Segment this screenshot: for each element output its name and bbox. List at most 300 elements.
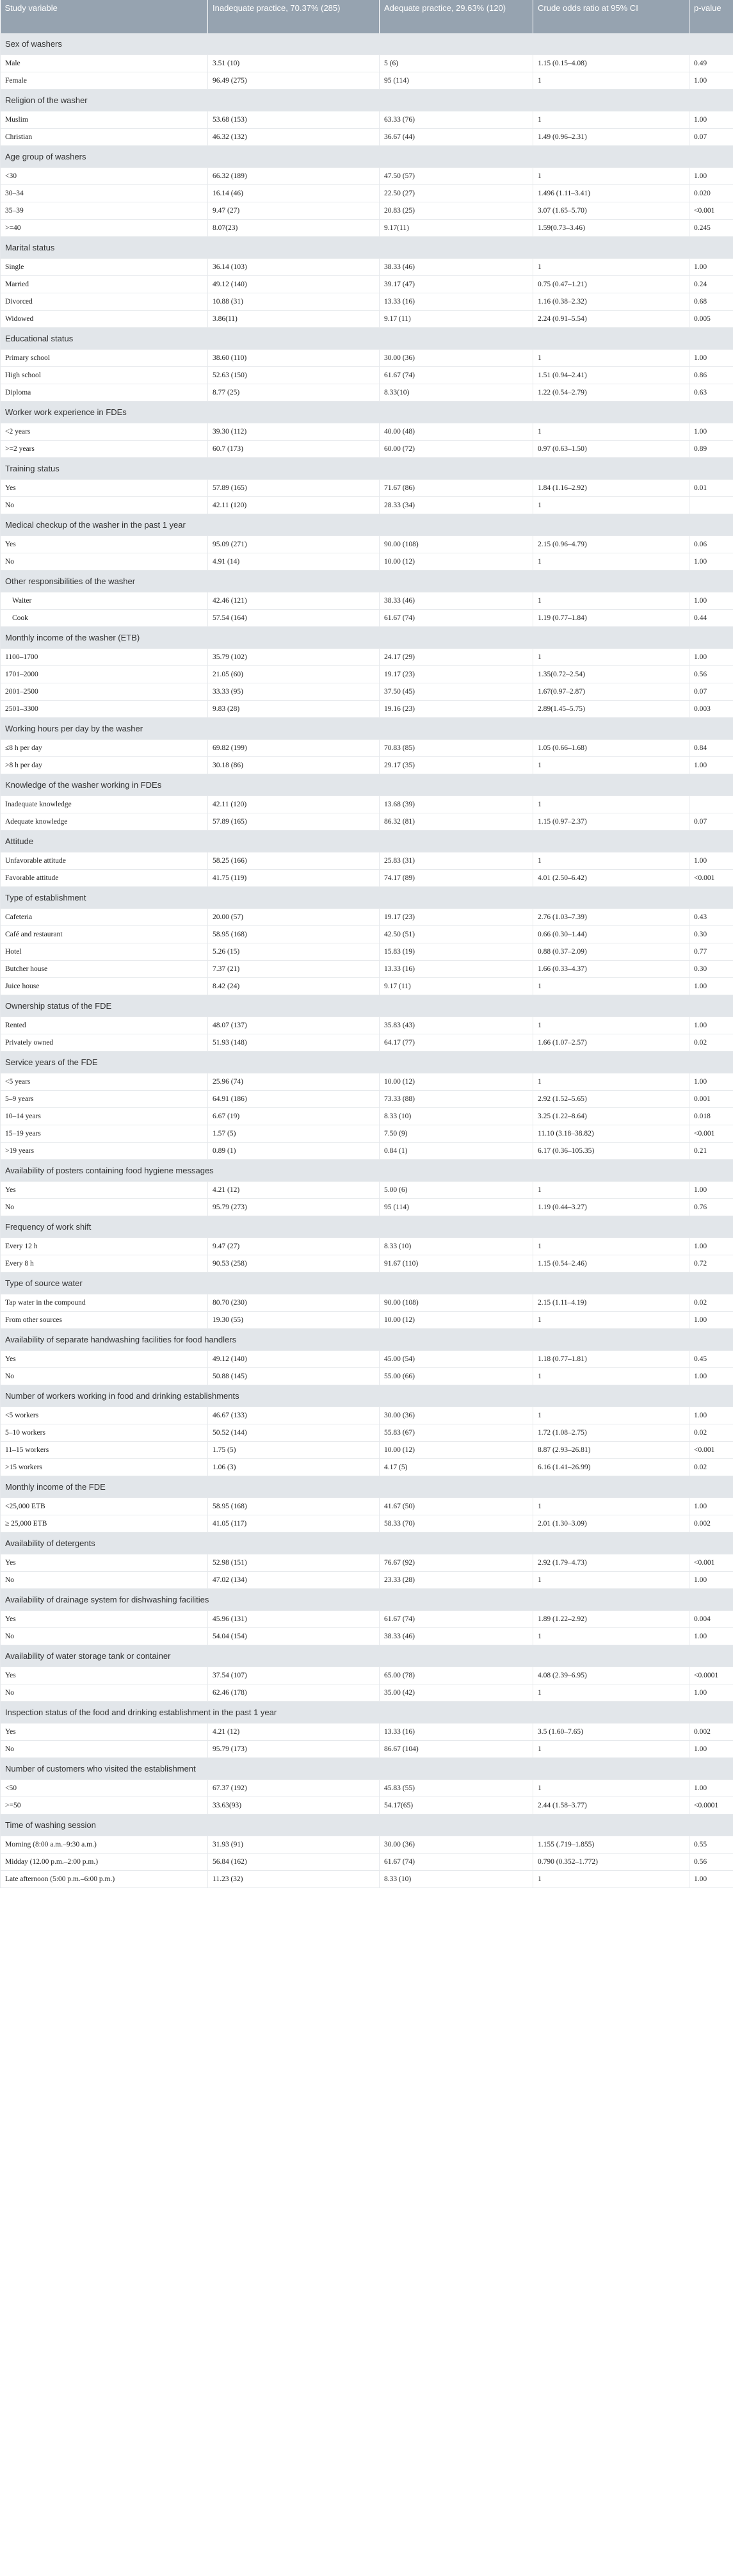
p-value-cell: 1.00 bbox=[689, 1312, 733, 1329]
inadequate-practice-cell: 66.32 (189) bbox=[208, 168, 380, 185]
study-variable-cell: Divorced bbox=[1, 293, 208, 311]
group-header-row bbox=[1, 1476, 733, 1498]
odds-ratio-cell: 1 bbox=[533, 350, 689, 367]
inadequate-practice-cell: 11.23 (32) bbox=[208, 1871, 380, 1888]
adequate-practice-cell: 37.50 (45) bbox=[380, 683, 533, 701]
study-variable-cell: 30–34 bbox=[1, 185, 208, 202]
odds-ratio-cell: 0.97 (0.63–1.50) bbox=[533, 441, 689, 458]
adequate-practice-cell: 9.17 (11) bbox=[380, 311, 533, 328]
table-row bbox=[1, 293, 733, 311]
odds-ratio-cell: 1 bbox=[533, 72, 689, 90]
odds-ratio-cell: 1 bbox=[533, 259, 689, 276]
table-row bbox=[1, 55, 733, 72]
study-variable-cell: Single bbox=[1, 259, 208, 276]
p-value-cell: 1.00 bbox=[689, 978, 733, 995]
p-value-cell: 1.00 bbox=[689, 1871, 733, 1888]
group-header-row bbox=[1, 33, 733, 55]
table-row bbox=[1, 1073, 733, 1091]
inadequate-practice-cell: 0.89 (1) bbox=[208, 1143, 380, 1160]
adequate-practice-cell: 5 (6) bbox=[380, 55, 533, 72]
odds-ratio-cell: 2.24 (0.91–5.54) bbox=[533, 311, 689, 328]
study-variable-cell: >=50 bbox=[1, 1797, 208, 1814]
group-header-row bbox=[1, 402, 733, 423]
study-variable-cell: Juice house bbox=[1, 978, 208, 995]
inadequate-practice-cell: 42.11 (120) bbox=[208, 796, 380, 813]
odds-ratio-cell: 2.44 (1.58–3.77) bbox=[533, 1797, 689, 1814]
adequate-practice-cell: 41.67 (50) bbox=[380, 1498, 533, 1515]
study-variable-cell: 2001–2500 bbox=[1, 683, 208, 701]
table-row bbox=[1, 1515, 733, 1533]
study-variable-cell: 15–19 years bbox=[1, 1125, 208, 1143]
adequate-practice-cell: 19.16 (23) bbox=[380, 701, 533, 718]
inadequate-practice-cell: 7.37 (21) bbox=[208, 961, 380, 978]
inadequate-practice-cell: 50.52 (144) bbox=[208, 1424, 380, 1442]
group-header-row bbox=[1, 831, 733, 852]
table-row bbox=[1, 1854, 733, 1871]
inadequate-practice-cell: 60.7 (173) bbox=[208, 441, 380, 458]
group-title: Medical checkup of the washer in the past 1 year bbox=[1, 514, 733, 536]
inadequate-practice-cell: 54.04 (154) bbox=[208, 1628, 380, 1645]
study-variable-cell: <30 bbox=[1, 168, 208, 185]
group-header-row bbox=[1, 458, 733, 480]
odds-ratio-cell: 2.92 (1.52–5.65) bbox=[533, 1091, 689, 1108]
odds-ratio-cell: 1 bbox=[533, 168, 689, 185]
p-value-cell: 0.43 bbox=[689, 909, 733, 926]
adequate-practice-cell: 30.00 (36) bbox=[380, 1836, 533, 1854]
odds-ratio-cell: 1 bbox=[533, 649, 689, 666]
table-row bbox=[1, 757, 733, 774]
adequate-practice-cell: 95 (114) bbox=[380, 1199, 533, 1216]
odds-ratio-cell: 1.22 (0.54–2.79) bbox=[533, 384, 689, 402]
odds-ratio-cell: 1.35(0.72–2.54) bbox=[533, 666, 689, 683]
p-value-cell: 1.00 bbox=[689, 1780, 733, 1797]
table-row bbox=[1, 423, 733, 441]
table-row bbox=[1, 441, 733, 458]
group-header-row bbox=[1, 514, 733, 536]
adequate-practice-cell: 23.33 (28) bbox=[380, 1572, 533, 1589]
inadequate-practice-cell: 38.60 (110) bbox=[208, 350, 380, 367]
inadequate-practice-cell: 8.07(23) bbox=[208, 220, 380, 237]
inadequate-practice-cell: 35.79 (102) bbox=[208, 649, 380, 666]
odds-ratio-cell: 2.92 (1.79–4.73) bbox=[533, 1554, 689, 1572]
odds-ratio-cell: 1 bbox=[533, 1780, 689, 1797]
study-variable-cell: Yes bbox=[1, 1554, 208, 1572]
p-value-cell: 1.00 bbox=[689, 72, 733, 90]
study-variable-cell: Yes bbox=[1, 1611, 208, 1628]
inadequate-practice-cell: 95.79 (173) bbox=[208, 1741, 380, 1758]
inadequate-practice-cell: 30.18 (86) bbox=[208, 757, 380, 774]
p-value-cell: 0.45 bbox=[689, 1351, 733, 1368]
odds-ratio-cell: 4.08 (2.39–6.95) bbox=[533, 1667, 689, 1684]
adequate-practice-cell: 42.50 (51) bbox=[380, 926, 533, 943]
p-value-cell: 0.24 bbox=[689, 276, 733, 293]
inadequate-practice-cell: 58.95 (168) bbox=[208, 926, 380, 943]
odds-ratio-cell: 1 bbox=[533, 423, 689, 441]
study-variable-cell: Yes bbox=[1, 1351, 208, 1368]
group-header-row bbox=[1, 146, 733, 168]
table-row bbox=[1, 1238, 733, 1255]
study-variable-cell: Male bbox=[1, 55, 208, 72]
header-adequate-practice: Adequate practice, 29.63% (120) bbox=[380, 0, 533, 33]
study-variable-cell: 10–14 years bbox=[1, 1108, 208, 1125]
odds-ratio-cell: 1.05 (0.66–1.68) bbox=[533, 740, 689, 757]
p-value-cell: 0.30 bbox=[689, 926, 733, 943]
table-row bbox=[1, 1741, 733, 1758]
p-value-cell: 1.00 bbox=[689, 1182, 733, 1199]
p-value-cell: 0.245 bbox=[689, 220, 733, 237]
odds-ratio-cell: 11.10 (3.18–38.82) bbox=[533, 1125, 689, 1143]
group-title: Number of customers who visited the establishment bbox=[1, 1758, 733, 1780]
study-variable-cell: Christian bbox=[1, 129, 208, 146]
odds-ratio-cell: 1.19 (0.44–3.27) bbox=[533, 1199, 689, 1216]
study-variable-cell: 1100–1700 bbox=[1, 649, 208, 666]
odds-ratio-cell: 1 bbox=[533, 1572, 689, 1589]
adequate-practice-cell: 35.83 (43) bbox=[380, 1017, 533, 1034]
study-variable-cell: High school bbox=[1, 367, 208, 384]
table-row bbox=[1, 926, 733, 943]
odds-ratio-cell: 6.17 (0.36–105.35) bbox=[533, 1143, 689, 1160]
table-row bbox=[1, 909, 733, 926]
table-row bbox=[1, 384, 733, 402]
inadequate-practice-cell: 3.86(11) bbox=[208, 311, 380, 328]
inadequate-practice-cell: 64.91 (186) bbox=[208, 1091, 380, 1108]
odds-ratio-cell: 1 bbox=[533, 1312, 689, 1329]
study-variable-cell: <5 workers bbox=[1, 1407, 208, 1424]
inadequate-practice-cell: 62.46 (178) bbox=[208, 1684, 380, 1702]
table-row bbox=[1, 311, 733, 328]
p-value-cell: 0.02 bbox=[689, 1034, 733, 1052]
table-row bbox=[1, 1724, 733, 1741]
group-title: Service years of the FDE bbox=[1, 1052, 733, 1073]
odds-ratio-cell: 2.89(1.45–5.75) bbox=[533, 701, 689, 718]
p-value-cell: 1.00 bbox=[689, 1368, 733, 1385]
table-row bbox=[1, 72, 733, 90]
table-row bbox=[1, 592, 733, 610]
group-header-row bbox=[1, 1329, 733, 1351]
odds-ratio-cell: 3.07 (1.65–5.70) bbox=[533, 202, 689, 220]
odds-ratio-cell: 1.49 (0.96–2.31) bbox=[533, 129, 689, 146]
table-row bbox=[1, 276, 733, 293]
table-row bbox=[1, 1667, 733, 1684]
p-value-cell: 0.003 bbox=[689, 701, 733, 718]
table-row bbox=[1, 1442, 733, 1459]
odds-ratio-cell: 1 bbox=[533, 111, 689, 129]
adequate-practice-cell: 65.00 (78) bbox=[380, 1667, 533, 1684]
group-title: Type of source water bbox=[1, 1273, 733, 1294]
inadequate-practice-cell: 8.42 (24) bbox=[208, 978, 380, 995]
study-variable-cell: Yes bbox=[1, 536, 208, 553]
group-header-row bbox=[1, 237, 733, 259]
group-title: Availability of detergents bbox=[1, 1533, 733, 1554]
group-title: Working hours per day by the washer bbox=[1, 718, 733, 740]
p-value-cell: 0.005 bbox=[689, 311, 733, 328]
odds-ratio-cell: 1.16 (0.38–2.32) bbox=[533, 293, 689, 311]
adequate-practice-cell: 29.17 (35) bbox=[380, 757, 533, 774]
table-row bbox=[1, 1182, 733, 1199]
group-title: Availability of separate handwashing facilities for food handlers bbox=[1, 1329, 733, 1351]
adequate-practice-cell: 47.50 (57) bbox=[380, 168, 533, 185]
p-value-cell: 0.002 bbox=[689, 1515, 733, 1533]
p-value-cell: 1.00 bbox=[689, 259, 733, 276]
odds-ratio-cell: 1.59(0.73–3.46) bbox=[533, 220, 689, 237]
study-variable-cell: >19 years bbox=[1, 1143, 208, 1160]
inadequate-practice-cell: 41.05 (117) bbox=[208, 1515, 380, 1533]
study-variable-cell: Female bbox=[1, 72, 208, 90]
inadequate-practice-cell: 53.68 (153) bbox=[208, 111, 380, 129]
group-title: Worker work experience in FDEs bbox=[1, 402, 733, 423]
adequate-practice-cell: 45.83 (55) bbox=[380, 1780, 533, 1797]
inadequate-practice-cell: 57.89 (165) bbox=[208, 480, 380, 497]
header-inadequate-practice: Inadequate practice, 70.37% (285) bbox=[208, 0, 380, 33]
inadequate-practice-cell: 37.54 (107) bbox=[208, 1667, 380, 1684]
odds-ratio-cell: 2.01 (1.30–3.09) bbox=[533, 1515, 689, 1533]
group-title: Ownership status of the FDE bbox=[1, 995, 733, 1017]
study-variable-cell: Muslim bbox=[1, 111, 208, 129]
odds-ratio-cell: 1.67(0.97–2.87) bbox=[533, 683, 689, 701]
table-row bbox=[1, 1017, 733, 1034]
table-header-row bbox=[1, 0, 733, 33]
inadequate-practice-cell: 3.51 (10) bbox=[208, 55, 380, 72]
adequate-practice-cell: 60.00 (72) bbox=[380, 441, 533, 458]
table-row bbox=[1, 536, 733, 553]
p-value-cell: 1.00 bbox=[689, 1073, 733, 1091]
study-variable-cell: No bbox=[1, 1741, 208, 1758]
p-value-cell: 0.02 bbox=[689, 1424, 733, 1442]
adequate-practice-cell: 28.33 (34) bbox=[380, 497, 533, 514]
inadequate-practice-cell: 52.98 (151) bbox=[208, 1554, 380, 1572]
study-variable-cell: Cafeteria bbox=[1, 909, 208, 926]
p-value-cell: 0.72 bbox=[689, 1255, 733, 1273]
inadequate-practice-cell: 10.88 (31) bbox=[208, 293, 380, 311]
adequate-practice-cell: 55.00 (66) bbox=[380, 1368, 533, 1385]
odds-ratio-cell: 1.66 (1.07–2.57) bbox=[533, 1034, 689, 1052]
study-variable-cell: No bbox=[1, 1368, 208, 1385]
p-value-cell: 1.00 bbox=[689, 350, 733, 367]
p-value-cell: 0.89 bbox=[689, 441, 733, 458]
inadequate-practice-cell: 57.89 (165) bbox=[208, 813, 380, 831]
study-variable-cell: Yes bbox=[1, 1667, 208, 1684]
p-value-cell: 0.49 bbox=[689, 55, 733, 72]
p-value-cell: 1.00 bbox=[689, 1017, 733, 1034]
odds-ratio-cell: 3.5 (1.60–7.65) bbox=[533, 1724, 689, 1741]
table-row bbox=[1, 852, 733, 870]
table-row bbox=[1, 1312, 733, 1329]
odds-ratio-cell: 1 bbox=[533, 1368, 689, 1385]
study-variable-cell: <5 years bbox=[1, 1073, 208, 1091]
inadequate-practice-cell: 41.75 (119) bbox=[208, 870, 380, 887]
study-variable-cell: Favorable attitude bbox=[1, 870, 208, 887]
table-row bbox=[1, 1611, 733, 1628]
p-value-cell: 1.00 bbox=[689, 423, 733, 441]
inadequate-practice-cell: 9.47 (27) bbox=[208, 202, 380, 220]
study-variable-cell: Yes bbox=[1, 480, 208, 497]
group-header-row bbox=[1, 1160, 733, 1182]
group-header-row bbox=[1, 1758, 733, 1780]
study-variable-cell: 5–10 workers bbox=[1, 1424, 208, 1442]
table-row bbox=[1, 1091, 733, 1108]
header-study-variable: Study variable bbox=[1, 0, 208, 33]
adequate-practice-cell: 61.67 (74) bbox=[380, 1611, 533, 1628]
table-row bbox=[1, 1459, 733, 1476]
adequate-practice-cell: 25.83 (31) bbox=[380, 852, 533, 870]
odds-ratio-cell: 1 bbox=[533, 1498, 689, 1515]
adequate-practice-cell: 20.83 (25) bbox=[380, 202, 533, 220]
p-value-cell bbox=[689, 497, 733, 514]
inadequate-practice-cell: 1.75 (5) bbox=[208, 1442, 380, 1459]
p-value-cell: <0.001 bbox=[689, 1554, 733, 1572]
study-variable-cell: Morning (8:00 a.m.–9:30 a.m.) bbox=[1, 1836, 208, 1854]
odds-ratio-cell: 0.88 (0.37–2.09) bbox=[533, 943, 689, 961]
study-variable-cell: Yes bbox=[1, 1182, 208, 1199]
study-variable-cell: ≤8 h per day bbox=[1, 740, 208, 757]
header-crude-odds-ratio: Crude odds ratio at 95% CI bbox=[533, 0, 689, 33]
study-variable-cell: ≥ 25,000 ETB bbox=[1, 1515, 208, 1533]
study-variable-cell: 5–9 years bbox=[1, 1091, 208, 1108]
adequate-practice-cell: 22.50 (27) bbox=[380, 185, 533, 202]
table-row bbox=[1, 1797, 733, 1814]
inadequate-practice-cell: 80.70 (230) bbox=[208, 1294, 380, 1312]
study-variable-cell: Tap water in the compound bbox=[1, 1294, 208, 1312]
p-value-cell: 0.07 bbox=[689, 813, 733, 831]
adequate-practice-cell: 8.33 (10) bbox=[380, 1238, 533, 1255]
p-value-cell: 1.00 bbox=[689, 1572, 733, 1589]
inadequate-practice-cell: 20.00 (57) bbox=[208, 909, 380, 926]
adequate-practice-cell: 63.33 (76) bbox=[380, 111, 533, 129]
study-variable-cell: <2 years bbox=[1, 423, 208, 441]
group-header-row bbox=[1, 1216, 733, 1238]
p-value-cell: 0.55 bbox=[689, 1836, 733, 1854]
adequate-practice-cell: 13.33 (16) bbox=[380, 293, 533, 311]
adequate-practice-cell: 64.17 (77) bbox=[380, 1034, 533, 1052]
group-title: Monthly income of the washer (ETB) bbox=[1, 627, 733, 649]
adequate-practice-cell: 13.33 (16) bbox=[380, 1724, 533, 1741]
adequate-practice-cell: 76.67 (92) bbox=[380, 1554, 533, 1572]
group-title: Educational status bbox=[1, 328, 733, 350]
odds-ratio-cell: 1 bbox=[533, 1238, 689, 1255]
odds-ratio-cell: 0.75 (0.47–1.21) bbox=[533, 276, 689, 293]
study-variable-cell: Privately owned bbox=[1, 1034, 208, 1052]
table-row bbox=[1, 870, 733, 887]
adequate-practice-cell: 54.17(65) bbox=[380, 1797, 533, 1814]
odds-ratio-cell: 1.155 (.719–1.855) bbox=[533, 1836, 689, 1854]
table-row bbox=[1, 1780, 733, 1797]
p-value-cell: 1.00 bbox=[689, 592, 733, 610]
study-variable-cell: 35–39 bbox=[1, 202, 208, 220]
adequate-practice-cell: 8.33(10) bbox=[380, 384, 533, 402]
odds-ratio-cell: 0.790 (0.352–1.772) bbox=[533, 1854, 689, 1871]
group-header-row bbox=[1, 774, 733, 796]
inadequate-practice-cell: 31.93 (91) bbox=[208, 1836, 380, 1854]
odds-ratio-cell: 1.72 (1.08–2.75) bbox=[533, 1424, 689, 1442]
p-value-cell: 1.00 bbox=[689, 1684, 733, 1702]
study-variable-cell: 11–15 workers bbox=[1, 1442, 208, 1459]
group-header-row bbox=[1, 328, 733, 350]
inadequate-practice-cell: 46.67 (133) bbox=[208, 1407, 380, 1424]
table-row bbox=[1, 367, 733, 384]
p-value-cell: 0.01 bbox=[689, 480, 733, 497]
adequate-practice-cell: 91.67 (110) bbox=[380, 1255, 533, 1273]
group-title: Monthly income of the FDE bbox=[1, 1476, 733, 1498]
odds-ratio-cell: 1 bbox=[533, 1073, 689, 1091]
inadequate-practice-cell: 46.32 (132) bbox=[208, 129, 380, 146]
adequate-practice-cell: 4.17 (5) bbox=[380, 1459, 533, 1476]
p-value-cell: 0.002 bbox=[689, 1724, 733, 1741]
odds-ratio-cell: 1.15 (0.97–2.37) bbox=[533, 813, 689, 831]
group-title: Attitude bbox=[1, 831, 733, 852]
inadequate-practice-cell: 49.12 (140) bbox=[208, 1351, 380, 1368]
odds-ratio-cell: 1.89 (1.22–2.92) bbox=[533, 1611, 689, 1628]
table-row bbox=[1, 202, 733, 220]
odds-ratio-cell: 1.496 (1.11–3.41) bbox=[533, 185, 689, 202]
inadequate-practice-cell: 4.21 (12) bbox=[208, 1724, 380, 1741]
group-title: Availability of posters containing food hygiene messages bbox=[1, 1160, 733, 1182]
p-value-cell: <0.001 bbox=[689, 202, 733, 220]
p-value-cell: 1.00 bbox=[689, 1238, 733, 1255]
odds-ratio-cell: 1 bbox=[533, 1628, 689, 1645]
odds-ratio-cell: 1 bbox=[533, 592, 689, 610]
p-value-cell: 1.00 bbox=[689, 1498, 733, 1515]
adequate-practice-cell: 13.33 (16) bbox=[380, 961, 533, 978]
inadequate-practice-cell: 50.88 (145) bbox=[208, 1368, 380, 1385]
p-value-cell: 0.68 bbox=[689, 293, 733, 311]
p-value-cell: 0.56 bbox=[689, 1854, 733, 1871]
inadequate-practice-cell: 16.14 (46) bbox=[208, 185, 380, 202]
p-value-cell: 0.56 bbox=[689, 666, 733, 683]
table-row bbox=[1, 1572, 733, 1589]
adequate-practice-cell: 90.00 (108) bbox=[380, 1294, 533, 1312]
study-variable-cell: No bbox=[1, 1684, 208, 1702]
inadequate-practice-cell: 25.96 (74) bbox=[208, 1073, 380, 1091]
adequate-practice-cell: 9.17(11) bbox=[380, 220, 533, 237]
inadequate-practice-cell: 58.95 (168) bbox=[208, 1498, 380, 1515]
study-variable-cell: Hotel bbox=[1, 943, 208, 961]
adequate-practice-cell: 70.83 (85) bbox=[380, 740, 533, 757]
group-title: Type of establishment bbox=[1, 887, 733, 909]
study-variable-cell: 2501–3300 bbox=[1, 701, 208, 718]
inadequate-practice-cell: 33.63(93) bbox=[208, 1797, 380, 1814]
study-variable-cell: Every 8 h bbox=[1, 1255, 208, 1273]
odds-ratio-cell: 1.84 (1.16–2.92) bbox=[533, 480, 689, 497]
p-value-cell: 1.00 bbox=[689, 111, 733, 129]
table-row bbox=[1, 185, 733, 202]
inadequate-practice-cell: 42.46 (121) bbox=[208, 592, 380, 610]
inadequate-practice-cell: 69.82 (199) bbox=[208, 740, 380, 757]
inadequate-practice-cell: 1.06 (3) bbox=[208, 1459, 380, 1476]
inadequate-practice-cell: 4.91 (14) bbox=[208, 553, 380, 571]
inadequate-practice-cell: 1.57 (5) bbox=[208, 1125, 380, 1143]
p-value-cell: <0.001 bbox=[689, 1125, 733, 1143]
inadequate-practice-cell: 45.96 (131) bbox=[208, 1611, 380, 1628]
table-row bbox=[1, 129, 733, 146]
study-variable-cell: Unfavorable attitude bbox=[1, 852, 208, 870]
group-title: Availability of water storage tank or container bbox=[1, 1645, 733, 1667]
inadequate-practice-cell: 67.37 (192) bbox=[208, 1780, 380, 1797]
odds-ratio-cell: 1.18 (0.77–1.81) bbox=[533, 1351, 689, 1368]
odds-ratio-cell: 1 bbox=[533, 1407, 689, 1424]
inadequate-practice-cell: 95.09 (271) bbox=[208, 536, 380, 553]
adequate-practice-cell: 13.68 (39) bbox=[380, 796, 533, 813]
study-variable-cell: Cook bbox=[1, 610, 208, 627]
inadequate-practice-cell: 48.07 (137) bbox=[208, 1017, 380, 1034]
p-value-cell: <0.001 bbox=[689, 1442, 733, 1459]
study-variable-cell: <50 bbox=[1, 1780, 208, 1797]
table-row bbox=[1, 943, 733, 961]
inadequate-practice-cell: 49.12 (140) bbox=[208, 276, 380, 293]
adequate-practice-cell: 39.17 (47) bbox=[380, 276, 533, 293]
table-row bbox=[1, 961, 733, 978]
inadequate-practice-cell: 90.53 (258) bbox=[208, 1255, 380, 1273]
table-row bbox=[1, 610, 733, 627]
